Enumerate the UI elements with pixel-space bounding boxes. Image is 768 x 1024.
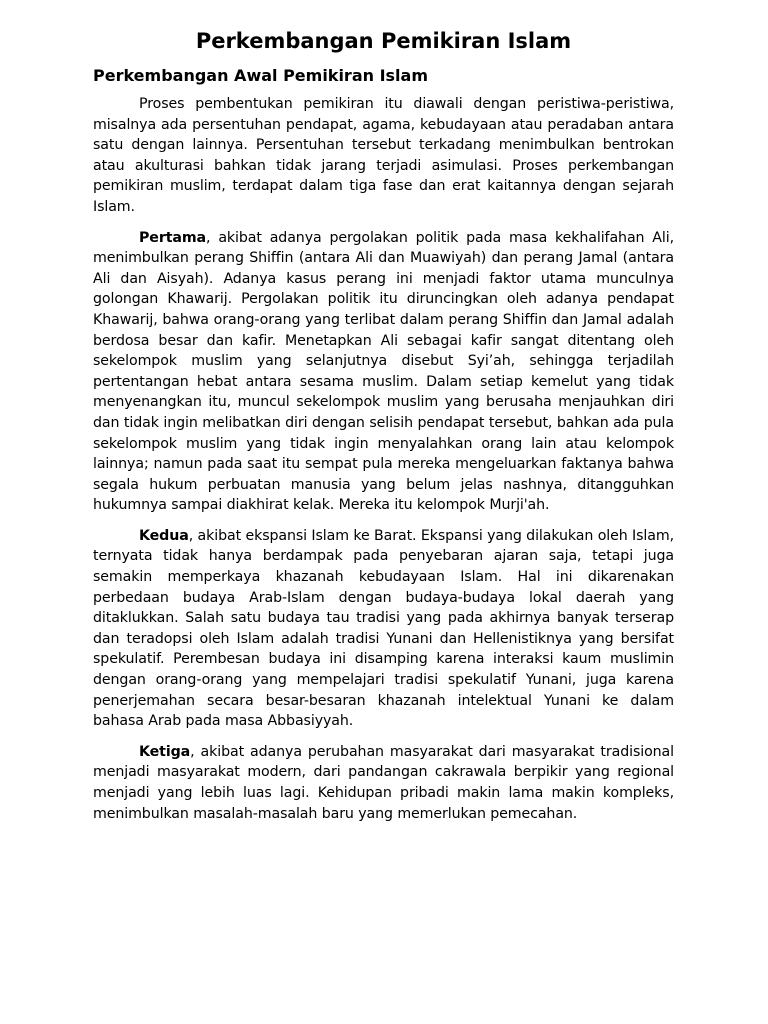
paragraph-lead: Ketiga	[139, 743, 191, 760]
paragraph-body: , akibat ekspansi Islam ke Barat. Ekspansi yang dilakukan oleh Islam, ternyata tidak hanya berdampak pada penyebaran ajaran saja, tetapi juga semakin memperkaya khazanah kebudayaan Islam. Hal ini dikarenakan perbedaan budaya Arab-Islam dengan budaya-budaya lokal daerah yang ditaklukkan. Salah satu budaya tau tradisi yang pada akhirnya banyak terserap dan teradopsi oleh Islam adalah tradisi Yunani dan Hellenistiknya yang bersifat spekulatif. Perembesan budaya ini disamping karena interaksi kaum muslimin dengan orang-orang yang mempelajari tradisi spekulatif Yunani, juga karena penerjemahan secara besar-besaran khazanah intelektual Yunani ke dalam bahasa Arab pada masa Abbasiyyah.	[93, 527, 674, 730]
paragraph-lead: Pertama	[139, 229, 207, 246]
section-heading: Perkembangan Awal Pemikiran Islam	[93, 66, 429, 85]
paragraph-lead: Kedua	[139, 527, 189, 544]
paragraph-body: , akibat adanya pergolakan politik pada masa kekhalifahan Ali, menimbulkan perang Shiffin (antara Ali dan Muawiyah) dan perang Jamal (antara Ali dan Aisyah). Adanya kasus perang ini menjadi faktor utama munculnya golongan Khawarij. Pergolakan politik itu diruncingkan oleh adanya pendapat Khawarij, bahwa orang-orang yang terlibat dalam perang Shiffin dan Jamal adalah berdosa besar dan kafir. Menetapkan Ali sebagai kafir sangat ditentang oleh sekelompok muslim yang selanjutnya disebut Syi’ah, sehingga terjadilah pertentangan hebat antara sesama muslim. Dalam setiap kemelut yang tidak menyenangkan itu, muncul sekelompok muslim yang berusaha menjauhkan diri dan tidak ingin melibatkan diri dengan selisih pendapat tersebut, bahkan ada pula sekelompok muslim yang tidak ingin menyalahkan orang lain atau kelompok lainnya; namun pada saat itu sempat pula mereka mengeluarkan faktanya bahwa segala hukum perbuatan manusia yang belum jelas nashnya, ditangguhkan hukumnya sampai diakhirat kelak. Mereka itu kelompok Murji'ah.	[93, 229, 674, 514]
paragraph-ketiga	[93, 742, 674, 824]
paragraph-body: , akibat adanya perubahan masyarakat dari masyarakat tradisional menjadi masyarakat modern, dari pandangan cakrawala berpikir yang regional menjadi yang lebih luas lagi. Kehidupan pribadi makin lama makin kompleks, menimbulkan masalah-masalah baru yang memerlukan pemecahan.	[93, 743, 674, 822]
paragraph-body: Proses pembentukan pemikiran itu diawali dengan peristiwa-peristiwa, misalnya ada persentuhan pendapat, agama, kebudayaan atau peradaban antara satu dengan lainnya. Persentuhan tersebut terkadang menimbulkan bentrokan atau akulturasi bahkan tidak jarang terjadi asimulasi. Proses perkembangan pemikiran muslim, terdapat dalam tiga fase dan erat kaitannya dengan sejarah Islam.	[93, 96, 674, 215]
document-title: Perkembangan Pemikiran Islam	[195, 29, 572, 53]
paragraph-intro	[93, 94, 674, 218]
paragraph-kedua	[93, 526, 674, 732]
document-page	[93, 27, 674, 834]
paragraph-pertama	[93, 228, 674, 516]
